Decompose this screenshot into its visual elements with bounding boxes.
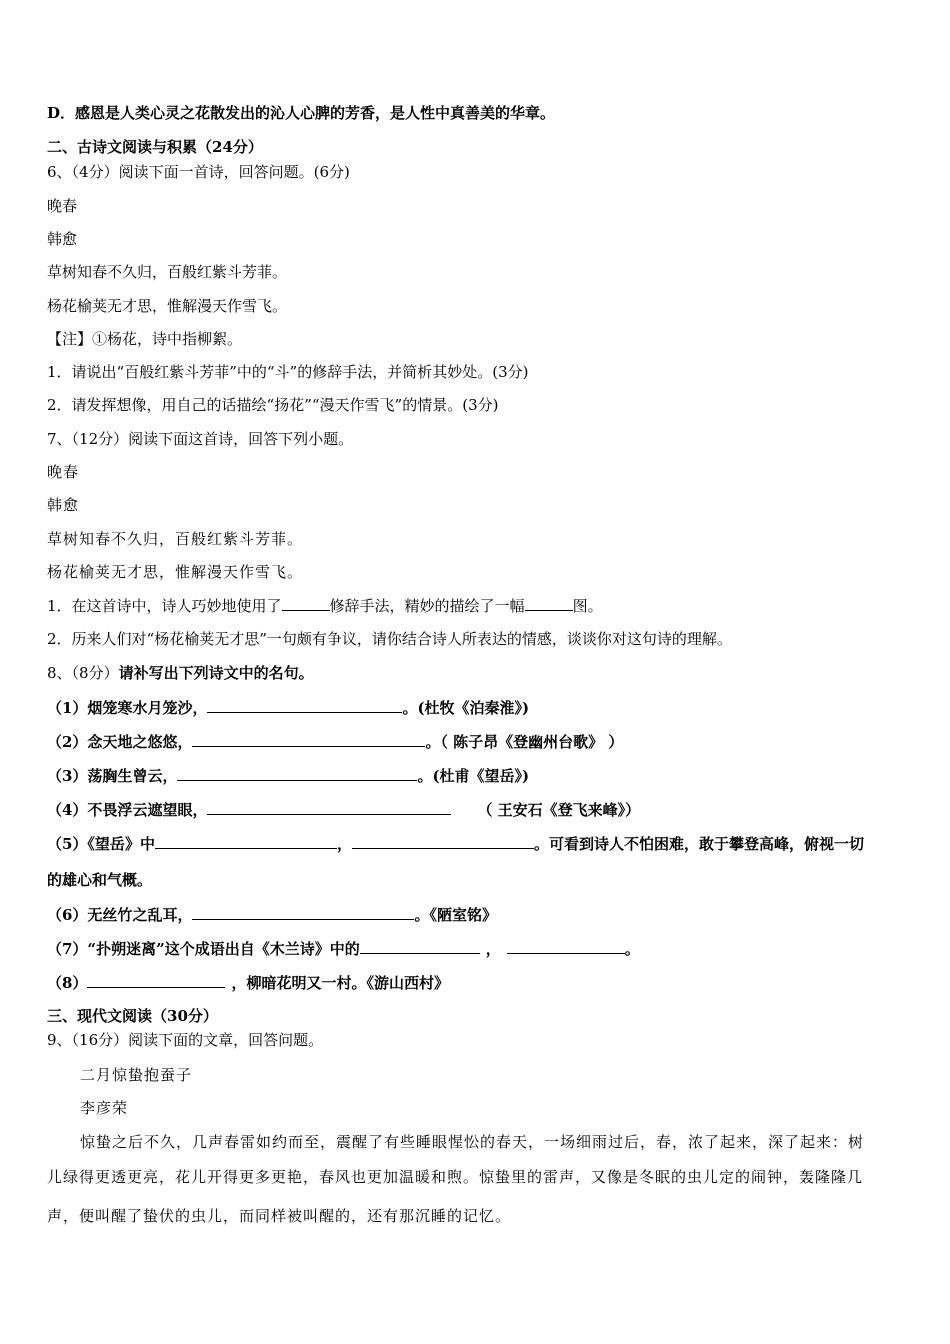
option-d: D．感恩是人类心灵之花散发出的沁人心脾的芳香，是人性中真善美的华章。 [47, 104, 556, 122]
article-paragraph-line-2: 儿绿得更透更亮，花儿开得更多更艳，春风也更加温暖和煦。惊蛰里的雷声，又像是冬眠的虫儿定的闹钟，轰隆隆几 [47, 1168, 864, 1186]
q8-item-6: （6）无丝竹之乱耳， 。《陋室铭》 [47, 906, 497, 924]
fill-blank[interactable] [192, 731, 425, 747]
q6-heading: 6、（4分）阅读下面一首诗，回答问题。(6分) [47, 163, 350, 181]
q6-note: 【注】①杨花，诗中指柳絮。 [47, 330, 243, 348]
fill-blank[interactable] [352, 833, 534, 849]
fill-blank[interactable] [207, 697, 402, 713]
q7-poem-line-2: 杨花榆荚无才思，惟解漫天作雪飞。 [47, 563, 304, 581]
fill-blank[interactable] [177, 765, 417, 781]
q6-poem-author: 韩愈 [47, 230, 78, 248]
article-title: 二月惊蛰抱蚕子 [80, 1066, 193, 1084]
q8-item-7: （7）“扑朔迷离”这个成语出自《木兰诗》中的 ， 。 [47, 940, 640, 958]
fill-blank[interactable] [87, 972, 225, 988]
q8-item-4: （4）不畏浮云遮望眼， （ 王安石《登飞来峰》） [47, 801, 641, 819]
q8-item-5: （5）《望岳》中 ， 。可看到诗人不怕困难，敢于攀登高峰，俯视一切 [47, 835, 864, 853]
q7-poem-line-1: 草树知春不久归，百般红紫斗芳菲。 [47, 530, 304, 548]
fill-blank[interactable] [525, 595, 573, 611]
q8-item-3: （3）荡胸生曾云， 。(杜甫《望岳》) [47, 767, 530, 785]
section-2-heading: 二、古诗文阅读与积累（24分） [47, 138, 263, 156]
article-author: 李彦荣 [80, 1099, 129, 1117]
q8-heading: 8、（8分）请补写出下列诗文中的名句。 [47, 664, 314, 682]
section-3-heading: 三、现代文阅读（30分） [47, 1007, 218, 1025]
q6-poem-line-2: 杨花榆荚无才思，惟解漫天作雪飞。 [47, 297, 288, 315]
q8-item-1: （1）烟笼寒水月笼沙， 。(杜牧《泊秦淮》) [47, 699, 530, 717]
q7-poem-author: 韩愈 [47, 496, 80, 514]
q8-item-8: （8） ，柳暗花明又一村。《游山西村》 [47, 974, 449, 992]
fill-blank[interactable] [207, 799, 451, 815]
q8-item-5-continued: 的雄心和气概。 [47, 871, 153, 889]
q6-poem-line-1: 草树知春不久归，百般红紫斗芳菲。 [47, 263, 288, 281]
fill-blank[interactable] [155, 833, 337, 849]
fill-blank[interactable] [360, 938, 480, 954]
q6-sub-question-1: 1．请说出“百般红紫斗芳菲”中的“斗”的修辞手法，并简析其妙处。(3分) [47, 363, 529, 381]
q7-poem-title: 晚春 [47, 463, 80, 481]
q7-heading: 7、（12分）阅读下面这首诗，回答下列小题。 [47, 430, 354, 448]
q6-poem-title: 晚春 [47, 197, 78, 215]
q9-heading: 9、（16分）阅读下面的文章，回答问题。 [47, 1031, 324, 1049]
q7-sub-question-2: 2．历来人们对“杨花榆荚无才思”一句颇有争议，请你结合诗人所表达的情感，谈谈你对这句诗的理解。 [47, 630, 732, 648]
q7-sub-question-1: 1．在这首诗中，诗人巧妙地使用了 修辞手法，精妙的描绘了一幅 图。 [47, 597, 603, 615]
q6-sub-question-2: 2．请发挥想像，用自己的话描绘“扬花”“漫天作雪飞”的情景。(3分) [47, 396, 499, 414]
article-paragraph-line-1: 惊蛰之后不久，几声春雷如约而至，震醒了有些睡眼惺忪的春天，一场细雨过后，春，浓了起来，深了起来：树 [80, 1133, 865, 1151]
q8-item-2: （2）念天地之悠悠， 。（ 陈子昂《登幽州台歌》 ） [47, 733, 624, 751]
fill-blank[interactable] [282, 595, 330, 611]
fill-blank[interactable] [507, 938, 625, 954]
article-paragraph-line-3: 声，便叫醒了蛰伏的虫儿，而同样被叫醒的，还有那沉睡的记忆。 [47, 1207, 512, 1225]
fill-blank[interactable] [192, 904, 414, 920]
